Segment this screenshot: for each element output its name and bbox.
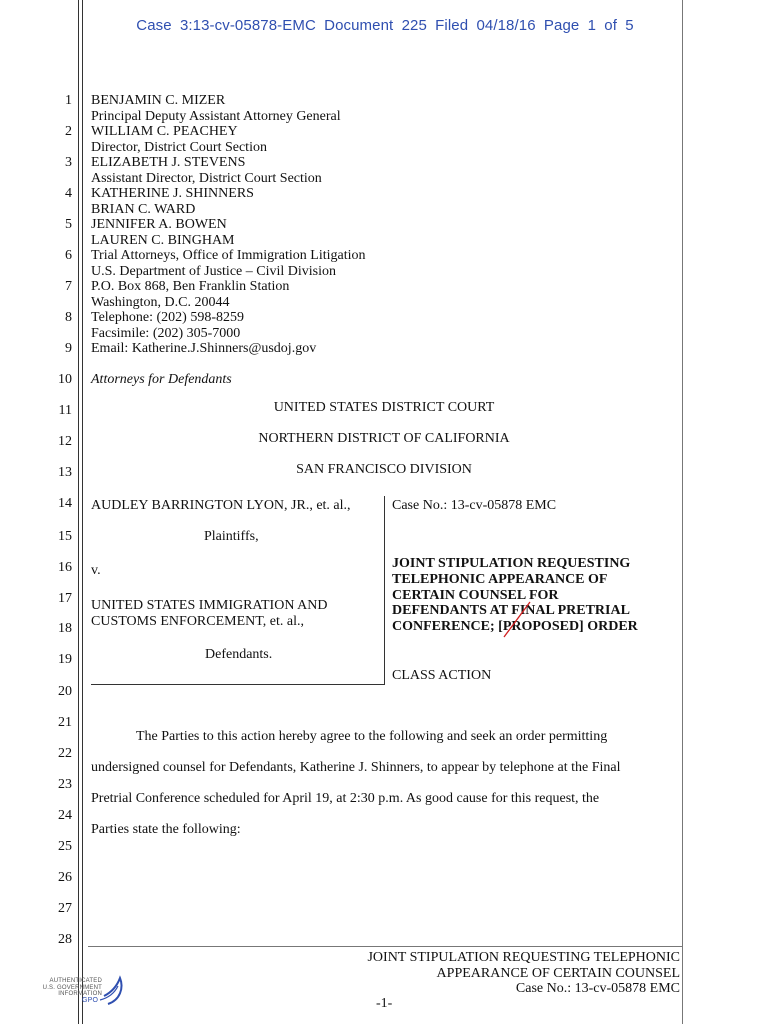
counsel-line: WILLIAM C. PEACHEY (91, 124, 238, 139)
footer-line: JOINT STIPULATION REQUESTING TELEPHONIC (367, 950, 680, 965)
line-number: 25 (58, 839, 72, 854)
title-line: CERTAIN COUNSEL FOR (392, 587, 559, 603)
plaintiff-role: Plaintiffs, (204, 529, 259, 544)
defendant-role: Defendants. (205, 647, 273, 662)
title-line: TELEPHONIC APPEARANCE OF (392, 571, 608, 587)
counsel-line: Director, District Court Section (91, 139, 267, 155)
line-number: 1 (65, 93, 72, 108)
line-number: 17 (58, 591, 72, 606)
line-number: 16 (58, 560, 72, 575)
court-district: NORTHERN DISTRICT OF CALIFORNIA (258, 431, 510, 446)
counsel-line: P.O. Box 868, Ben Franklin Station (91, 279, 290, 294)
counsel-line: BRIAN C. WARD (91, 201, 196, 217)
line-number: 27 (58, 901, 72, 916)
seal-text: AUTHENTICATED U.S. GOVERNMENT INFORMATION (42, 978, 102, 997)
body-line-3: Pretrial Conference scheduled for April 19, at 2:30 p.m. As good cause for this request, the (91, 791, 600, 806)
line-number: 5 (65, 217, 72, 232)
line-number: 4 (65, 186, 72, 201)
counsel-line: BENJAMIN C. MIZER (91, 93, 226, 108)
court-name: UNITED STATES DISTRICT COURT (273, 400, 495, 415)
right-margin-rule (682, 0, 683, 1024)
counsel-line: LAUREN C. BINGHAM (91, 232, 235, 248)
footer-line: Case No.: 13-cv-05878 EMC (515, 981, 680, 996)
footer-line: APPEARANCE OF CERTAIN COUNSEL (436, 965, 680, 981)
counsel-line: Email: Katherine.J.Shinners@usdoj.gov (91, 341, 317, 356)
counsel-line: KATHERINE J. SHINNERS (91, 186, 254, 201)
counsel-line: U.S. Department of Justice – Civil Division (91, 263, 336, 279)
caption-divider-vertical (384, 496, 385, 684)
case-number: Case No.: 13-cv-05878 EMC (392, 498, 557, 513)
caption-divider-horizontal (91, 684, 385, 685)
line-number: 28 (58, 932, 72, 947)
page-number: -1- (376, 996, 393, 1011)
counsel-line: Principal Deputy Assistant Attorney General (91, 108, 341, 124)
versus: v. (91, 563, 101, 578)
defendant-line-1: UNITED STATES IMMIGRATION AND (91, 598, 328, 613)
body-line-4: Parties state the following: (91, 822, 241, 837)
body-line-1: The Parties to this action hereby agree to the following and seek an order permitting (136, 729, 608, 744)
footer-rule (88, 946, 682, 947)
line-number: 14 (58, 496, 72, 511)
counsel-line: Washington, D.C. 20044 (91, 294, 230, 310)
title-line: CONFERENCE; [PROPOSED] ORDER (392, 619, 638, 635)
line-number: 15 (58, 529, 72, 544)
title-line: JOINT STIPULATION REQUESTING (392, 556, 631, 571)
gpo-authentication-seal (42, 974, 132, 1014)
body-line-2: undersigned counsel for Defendants, Katherine J. Shinners, to appear by telephone at the Final (91, 760, 621, 775)
line-number: 11 (58, 403, 72, 418)
red-strike-marks (500, 596, 550, 640)
line-number: 22 (58, 746, 72, 761)
line-number: 23 (58, 777, 72, 792)
line-number: 13 (58, 465, 72, 480)
line-number: 24 (58, 808, 72, 823)
counsel-line: Telephone: (202) 598-8259 (91, 310, 244, 325)
court-division: SAN FRANCISCO DIVISION (296, 462, 472, 477)
left-margin-rule-inner (82, 0, 83, 1024)
line-number: 3 (65, 155, 72, 170)
line-number: 6 (65, 248, 72, 263)
attorneys-for-defendants: Attorneys for Defendants (91, 372, 232, 387)
counsel-line: Assistant Director, District Court Section (91, 170, 322, 186)
left-margin-rule (78, 0, 79, 1024)
line-number: 7 (65, 279, 72, 294)
defendant-line-2: CUSTOMS ENFORCEMENT, et. al., (91, 614, 304, 629)
plaintiff-name: AUDLEY BARRINGTON LYON, JR., et. al., (91, 498, 351, 513)
line-number: 10 (58, 372, 72, 387)
counsel-block (91, 93, 366, 357)
title-line: DEFENDANTS AT FINAL PRETRIAL (392, 603, 630, 619)
eagle-seal-icon (90, 974, 130, 1010)
seal-mark: GPO (82, 997, 99, 1004)
footer-title (300, 950, 680, 997)
line-number: 26 (58, 870, 72, 885)
line-number: 21 (58, 715, 72, 730)
counsel-line: ELIZABETH J. STEVENS (91, 155, 246, 170)
line-number: 20 (58, 684, 72, 699)
line-number: 19 (58, 652, 72, 667)
counsel-line: Facsimile: (202) 305-7000 (91, 325, 241, 341)
line-number: 8 (65, 310, 72, 325)
line-number: 18 (58, 621, 72, 636)
line-number: 9 (65, 341, 72, 356)
class-action: CLASS ACTION (392, 668, 492, 683)
line-number: 2 (65, 124, 72, 139)
counsel-line: Trial Attorneys, Office of Immigration Litigation (91, 248, 366, 263)
document-header-stamp: Case 3:13-cv-05878-EMC Document 225 Filed 04/18/16 Page 1 of 5 (136, 17, 634, 34)
line-number: 12 (58, 434, 72, 449)
counsel-line: JENNIFER A. BOWEN (91, 217, 227, 232)
